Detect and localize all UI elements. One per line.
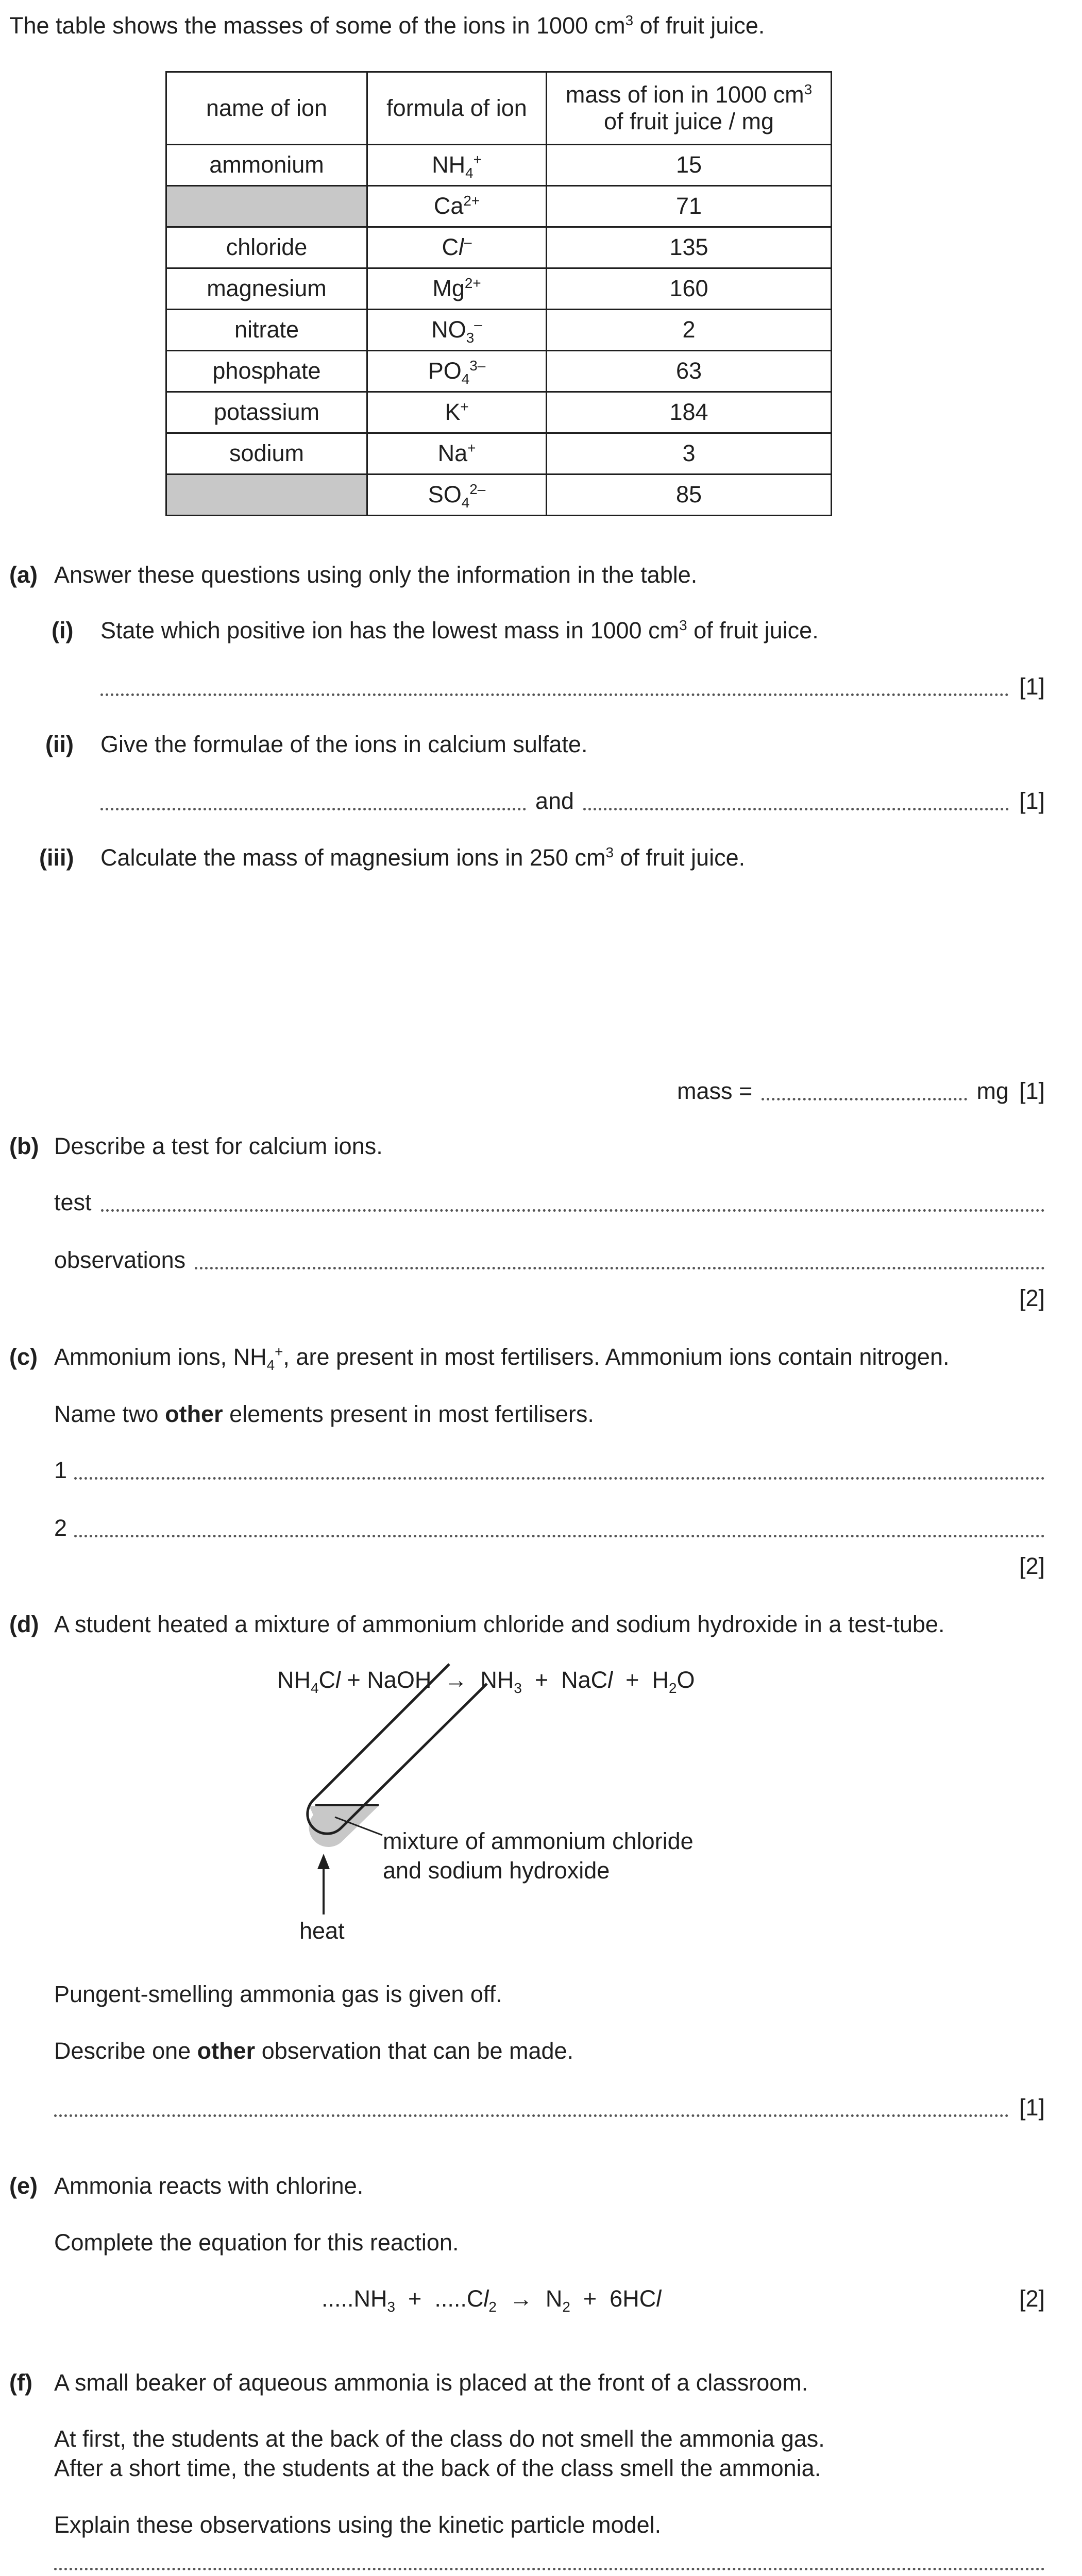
ion-mass-cell: 85 <box>547 474 832 516</box>
qc-label: (c) <box>9 1344 38 1370</box>
qe-mark: [2] <box>1019 2285 1045 2312</box>
qd-gas-text: Pungent-smelling ammonia gas is given off. <box>54 1981 502 2007</box>
mixture-label-line-2: and sodium hydroxide <box>383 1857 610 1884</box>
mixture-label-line-1: mixture of ammonium chloride <box>383 1828 694 1854</box>
qb-observations-label: observations <box>54 1247 186 1273</box>
ion-mass-cell: 184 <box>547 392 832 433</box>
qb-text: Describe a test for calcium ions. <box>54 1133 383 1159</box>
ion-mass-cell: 15 <box>547 145 832 186</box>
qa-iii-mass-label: mass = <box>677 1078 753 1104</box>
qd-answer-line[interactable] <box>54 2093 1045 2122</box>
qa-label: (a) <box>9 562 38 588</box>
ion-formula-cell: $SO_4^{2-}$ <box>367 474 547 516</box>
qa-iii-label: (iii) <box>39 844 74 871</box>
qd-label: (d) <box>9 1611 39 1637</box>
qf-explain-text: Explain these observations using the kinetic particle model. <box>54 2512 662 2538</box>
qa-ii-text: Give the formulae of the ions in calcium sulfate. <box>100 731 588 757</box>
ion-formula-cell: $NO_3^-$ <box>367 310 547 351</box>
heat-arrow-head <box>317 1854 330 1869</box>
ion-name-cell: nitrate <box>166 310 367 351</box>
ion-name-cell: chloride <box>166 227 367 268</box>
qc-line-1-number: 1 <box>54 1457 67 1483</box>
qd-describe-text: Describe one other observation that can be made. <box>54 2038 574 2064</box>
ion-mass-cell: 160 <box>547 268 832 310</box>
qd-mark: [1] <box>1019 2094 1045 2121</box>
ion-name-cell: magnesium <box>166 268 367 310</box>
ion-formula-cell: $PO_4^{3-}$ <box>367 351 547 392</box>
qe-text: Ammonia reacts with chlorine. <box>54 2173 364 2199</box>
ion-formula-cell: $Ca^{2+}$ <box>367 186 547 227</box>
qa-ii-label: (ii) <box>45 731 74 757</box>
qa-text: Answer these questions using only the information in the table. <box>54 562 698 588</box>
ion-formula-cell: $Mg^{2+}$ <box>367 268 547 310</box>
qd-text: A student heated a mixture of ammonium chloride and sodium hydroxide in a test-tube. <box>54 1611 945 1637</box>
qc-line-2-number: 2 <box>54 1515 67 1541</box>
qa-i-text: State which positive ion has the lowest mass in 1000 $cm^3$ of fruit juice. <box>100 617 819 643</box>
qe-equation: $.....NH_3 + .....Cl_2 \to N_2 + 6HCl$ <box>322 2285 662 2315</box>
qd-equation: $NH_4Cl$ + NaOH → $NH_3$ + NaCl + $H_2O$ <box>277 1667 695 1696</box>
ion-name-cell: potassium <box>166 392 367 433</box>
intro-text: The table shows the masses of some of the ions in 1000 $cm^3$ of fruit juice. <box>9 12 765 39</box>
qc-text: Ammonium ions, $NH_4^+$, are present in most fertilisers. Ammonium ions contain nitrogen. <box>54 1344 950 1373</box>
qf-label: (f) <box>9 2369 32 2396</box>
qf-answer-line[interactable] <box>54 2568 1045 2575</box>
ion-mass-cell: 71 <box>547 186 832 227</box>
qb-label: (b) <box>9 1133 39 1159</box>
header-mass-of-ion: mass of ion in 1000 $cm^3$ of fruit juice / mg <box>547 72 832 145</box>
qe-label: (e) <box>9 2173 38 2199</box>
qa-iii-text: Calculate the mass of magnesium ions in 250 $cm^3$ of fruit juice. <box>100 844 746 871</box>
qb-mark: [2] <box>1019 1285 1045 1311</box>
qc-name-text: Name two other elements present in most fertilisers. <box>54 1401 594 1427</box>
ion-name-cell: ammonium <box>166 145 367 186</box>
qa-i-label: (i) <box>52 617 74 643</box>
ion-mass-cell: 3 <box>547 433 832 474</box>
ion-formula-cell: K+ <box>367 392 547 433</box>
ion-formula-cell: $NH_4^+$ <box>367 145 547 186</box>
ion-formula-cell: Na+ <box>367 433 547 474</box>
header-name-of-ion: name of ion <box>166 72 367 145</box>
qa-ii-and: and <box>535 788 574 814</box>
ion-mass-cell: 135 <box>547 227 832 268</box>
qf-text: A small beaker of aqueous ammonia is placed at the front of a classroom. <box>54 2369 808 2396</box>
ion-mass-cell: 2 <box>547 310 832 351</box>
qa-ii-mark: [1] <box>1019 788 1045 814</box>
ion-name-cell: phosphate <box>166 351 367 392</box>
header-formula-of-ion: formula of ion <box>367 72 547 145</box>
heat-label: heat <box>299 1918 345 1944</box>
qa-i-mark: [1] <box>1019 673 1045 700</box>
ion-mass-cell: 63 <box>547 351 832 392</box>
qe-complete-text: Complete the equation for this reaction. <box>54 2229 459 2256</box>
qc-mark: [2] <box>1019 1553 1045 1579</box>
qb-test-label: test <box>54 1189 92 1215</box>
qa-iii-mark: [1] <box>1019 1078 1045 1104</box>
qa-iii-unit: mg <box>976 1078 1009 1104</box>
ion-formula-cell: Cl– <box>367 227 547 268</box>
ion-name-cell: sodium <box>166 433 367 474</box>
qf-line-1: At first, the students at the back of the class do not smell the ammonia gas. <box>54 2426 825 2452</box>
qf-line-2: After a short time, the students at the back of the class smell the ammonia. <box>54 2455 821 2481</box>
